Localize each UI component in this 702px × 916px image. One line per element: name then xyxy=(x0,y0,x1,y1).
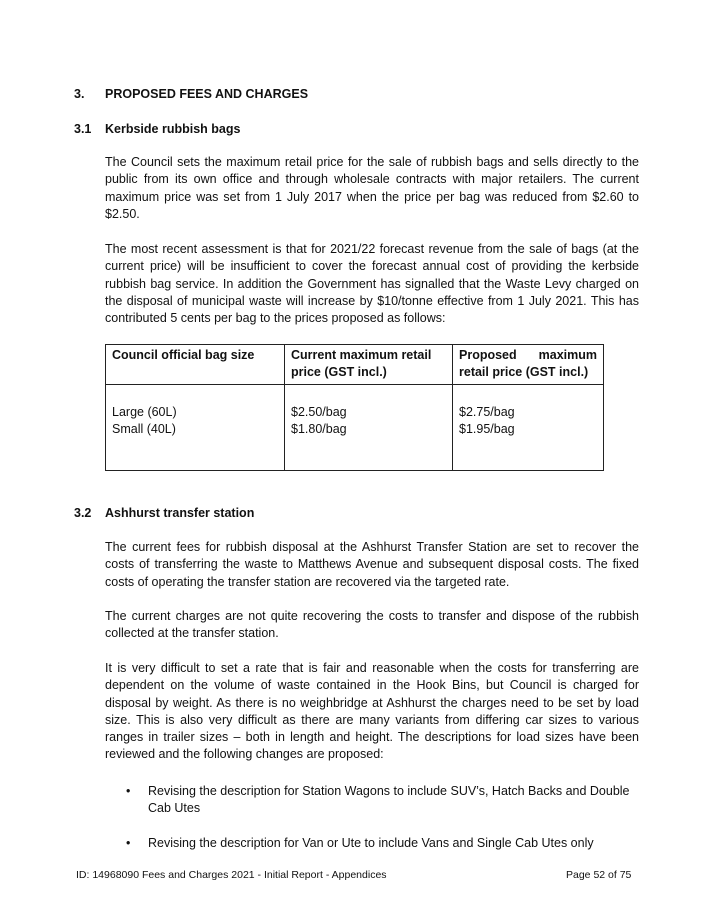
table-row xyxy=(106,384,604,470)
proposed-price-large: $2.75/bag xyxy=(459,404,515,419)
paragraph: The current charges are not quite recovering the costs to transfer and dispose of the rubbish collected at the transfer station. xyxy=(105,609,639,641)
section-title: Kerbside rubbish bags xyxy=(105,122,241,136)
paragraph: It is very difficult to set a rate that is fair and reasonable when the costs for transferring are dependent on the volume of waste contained in the Hook Bins, but Council is charged for disposal by weight. As there is no weighbridge at Ashhurst the charges need to be set by load size. This is also very difficult as there are many variants from differing car sizes to various ranges in trailer sizes – both in length and height. The descriptions for load sizes have been reviewed and the following changes are proposed: xyxy=(105,661,639,762)
paragraph: The Council sets the maximum retail price for the sale of rubbish bags and sells directly to the public from its own office and through wholesale contracts with major retailers. The current maximum price was set from 1 July 2017 when the price per bag was reduced from $2.60 to $2.50. xyxy=(105,155,639,221)
section-number: 3.1 xyxy=(74,122,92,136)
bag-size-small: Small (40L) xyxy=(112,421,176,436)
section-title: PROPOSED FEES AND CHARGES xyxy=(105,87,309,101)
section-title: Ashhurst transfer station xyxy=(105,506,255,520)
current-price-large: $2.50/bag xyxy=(291,404,347,419)
table-header: Current maximum retail price (GST incl.) xyxy=(285,345,453,385)
table-header: Council official bag size xyxy=(106,345,285,385)
paragraph: The current fees for rubbish disposal at the Ashhurst Transfer Station are set to recover the costs of transferring the waste to Matthews Avenue and subsequent disposal costs. The fixed costs of operating the transfer station are recovered via the targeted rate. xyxy=(105,540,639,589)
current-price-small: $1.80/bag xyxy=(291,421,347,436)
list-item-text: Revising the description for Station Wagons to include SUV’s, Hatch Backs and Double Cab Utes xyxy=(148,784,630,816)
table-cell xyxy=(453,384,604,470)
section-number: 3.2 xyxy=(74,506,92,520)
table-cell xyxy=(285,384,453,470)
bullet-icon: • xyxy=(126,836,131,850)
list-item-text: Revising the description for Van or Ute to include Vans and Single Cab Utes only xyxy=(148,836,594,850)
footer-page-number: Page 52 of 75 xyxy=(566,869,632,881)
proposed-price-small: $1.95/bag xyxy=(459,421,515,436)
footer-document-id: ID: 14968090 Fees and Charges 2021 - Initial Report - Appendices xyxy=(76,869,387,881)
paragraph: The most recent assessment is that for 2021/22 forecast revenue from the sale of bags (at the current price) will be insufficient to cover the forecast annual cost of providing the kerbside rubbish bag service. In addition the Government has signalled that the Waste Levy charged on the disposal of municipal waste will increase by $10/tonne effective from 1 July 2021. This has contributed 5 cents per bag to the prices proposed as follows: xyxy=(105,242,639,326)
bag-price-table xyxy=(105,344,604,471)
table-cell xyxy=(106,384,285,470)
table-header: Proposed maximum retail price (GST incl.) xyxy=(453,345,604,385)
bullet-icon: • xyxy=(126,784,131,798)
bag-size-large: Large (60L) xyxy=(112,404,177,419)
table-header-row xyxy=(106,345,604,385)
section-number: 3. xyxy=(74,87,85,101)
